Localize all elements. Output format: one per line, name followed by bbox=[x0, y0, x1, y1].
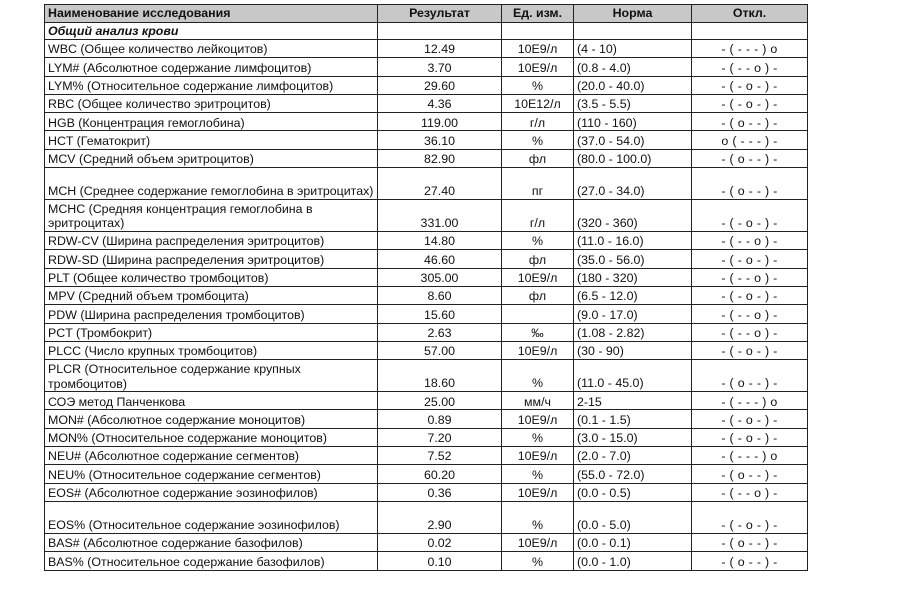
test-unit: % bbox=[502, 76, 574, 94]
test-name: MCV (Средний объем эритроцитов) bbox=[45, 149, 378, 167]
table-row bbox=[45, 268, 808, 286]
test-result: 119.00 bbox=[378, 113, 502, 131]
test-unit: г/л bbox=[502, 113, 574, 131]
test-deviation: - ( - о - ) - bbox=[692, 286, 808, 304]
test-name: RBC (Общее количество эритроцитов) bbox=[45, 94, 378, 112]
test-unit: 10Е9/л bbox=[502, 483, 574, 501]
test-deviation: - ( о - - ) - bbox=[692, 360, 808, 392]
table-row bbox=[45, 76, 808, 94]
test-name: BAS# (Абсолютное содержание базофилов) bbox=[45, 533, 378, 551]
test-deviation: - ( о - - ) - bbox=[692, 113, 808, 131]
table-row bbox=[45, 552, 808, 570]
test-unit: 10Е9/л bbox=[502, 341, 574, 359]
test-result: 0.10 bbox=[378, 552, 502, 570]
test-name: NEU% (Относительное содержание сегментов) bbox=[45, 465, 378, 483]
test-norm: (3.5 - 5.5) bbox=[574, 94, 692, 112]
test-result: 12.49 bbox=[378, 40, 502, 58]
test-norm: (110 - 160) bbox=[574, 113, 692, 131]
test-deviation: - ( - - о ) - bbox=[692, 305, 808, 323]
test-result: 18.60 bbox=[378, 360, 502, 392]
test-name: WBC (Общее количество лейкоцитов) bbox=[45, 40, 378, 58]
test-unit: 10Е9/л bbox=[502, 533, 574, 551]
test-name: RDW-CV (Ширина распределения эритроцитов) bbox=[45, 232, 378, 250]
test-deviation: - ( о - - ) - bbox=[692, 533, 808, 551]
test-unit: 10Е12/л bbox=[502, 94, 574, 112]
table-row bbox=[45, 40, 808, 58]
test-result: 36.10 bbox=[378, 131, 502, 149]
table-row bbox=[45, 533, 808, 551]
test-unit: фл bbox=[502, 149, 574, 167]
test-unit: фл bbox=[502, 286, 574, 304]
test-result: 8.60 bbox=[378, 286, 502, 304]
test-unit: % bbox=[502, 232, 574, 250]
test-name: NEU# (Абсолютное содержание сегментов) bbox=[45, 447, 378, 465]
test-norm: (320 - 360) bbox=[574, 200, 692, 232]
test-norm: (6.5 - 12.0) bbox=[574, 286, 692, 304]
table-row bbox=[45, 483, 808, 501]
test-norm: (55.0 - 72.0) bbox=[574, 465, 692, 483]
test-name: СОЭ метод Панченкова bbox=[45, 392, 378, 410]
header-deviation: Откл. bbox=[692, 5, 808, 23]
test-norm: (2.0 - 7.0) bbox=[574, 447, 692, 465]
test-name: PLCR (Относительное содержание крупных тромбоцитов) bbox=[45, 360, 378, 392]
test-unit: 10Е9/л bbox=[502, 447, 574, 465]
table-row bbox=[45, 232, 808, 250]
test-deviation: - ( - - - ) о bbox=[692, 392, 808, 410]
test-name: MCH (Среднее содержание гемоглобина в эритроцитах) bbox=[45, 168, 378, 200]
test-deviation: - ( - - - ) о bbox=[692, 40, 808, 58]
test-result: 15.60 bbox=[378, 305, 502, 323]
table-row bbox=[45, 286, 808, 304]
test-unit: 10Е9/л bbox=[502, 58, 574, 76]
table-row bbox=[45, 428, 808, 446]
test-deviation: - ( - - о ) - bbox=[692, 323, 808, 341]
test-unit: ‰ bbox=[502, 323, 574, 341]
test-norm: (11.0 - 16.0) bbox=[574, 232, 692, 250]
section-title: Общий анализ крови bbox=[45, 23, 378, 40]
test-name: RDW-SD (Ширина распределения эритроцитов) bbox=[45, 250, 378, 268]
table-row bbox=[45, 94, 808, 112]
test-name: PLCC (Число крупных тромбоцитов) bbox=[45, 341, 378, 359]
test-deviation: - ( о - - ) - bbox=[692, 149, 808, 167]
test-unit: мм/ч bbox=[502, 392, 574, 410]
test-norm: (9.0 - 17.0) bbox=[574, 305, 692, 323]
table-row bbox=[45, 501, 808, 533]
test-unit: 10Е9/л bbox=[502, 268, 574, 286]
test-result: 2.63 bbox=[378, 323, 502, 341]
test-unit: % bbox=[502, 360, 574, 392]
test-deviation: - ( о - - ) - bbox=[692, 552, 808, 570]
test-unit: г/л bbox=[502, 200, 574, 232]
test-result: 0.02 bbox=[378, 533, 502, 551]
test-result: 27.40 bbox=[378, 168, 502, 200]
test-name: PCT (Тромбокрит) bbox=[45, 323, 378, 341]
table-row bbox=[45, 341, 808, 359]
test-result: 46.60 bbox=[378, 250, 502, 268]
test-norm: (0.0 - 0.1) bbox=[574, 533, 692, 551]
test-unit: % bbox=[502, 501, 574, 533]
table-row bbox=[45, 131, 808, 149]
test-unit bbox=[502, 305, 574, 323]
test-result: 7.52 bbox=[378, 447, 502, 465]
test-norm: (1.08 - 2.82) bbox=[574, 323, 692, 341]
test-deviation: - ( - - о ) - bbox=[692, 58, 808, 76]
test-name: EOS% (Относительное содержание эозинофилов) bbox=[45, 501, 378, 533]
test-unit: % bbox=[502, 552, 574, 570]
test-unit: % bbox=[502, 131, 574, 149]
test-norm: (35.0 - 56.0) bbox=[574, 250, 692, 268]
table-row bbox=[45, 360, 808, 392]
table-row bbox=[45, 250, 808, 268]
test-name: LYM% (Относительное содержание лимфоцитов) bbox=[45, 76, 378, 94]
test-name: LYM# (Абсолютное содержание лимфоцитов) bbox=[45, 58, 378, 76]
test-name: HGB (Концентрация гемоглобина) bbox=[45, 113, 378, 131]
test-deviation: - ( - о - ) - bbox=[692, 410, 808, 428]
test-deviation: - ( - - о ) - bbox=[692, 483, 808, 501]
test-unit: 10Е9/л bbox=[502, 40, 574, 58]
table-header-row bbox=[45, 5, 808, 23]
test-unit: % bbox=[502, 465, 574, 483]
test-deviation: - ( - о - ) - bbox=[692, 200, 808, 232]
test-result: 82.90 bbox=[378, 149, 502, 167]
table-row bbox=[45, 447, 808, 465]
table-row bbox=[45, 410, 808, 428]
test-result: 0.36 bbox=[378, 483, 502, 501]
test-result: 29.60 bbox=[378, 76, 502, 94]
table-row bbox=[45, 168, 808, 200]
test-deviation: - ( о - - ) - bbox=[692, 168, 808, 200]
test-deviation: о ( - - - ) - bbox=[692, 131, 808, 149]
test-deviation: - ( - о - ) - bbox=[692, 94, 808, 112]
table-row bbox=[45, 149, 808, 167]
table-row bbox=[45, 200, 808, 232]
test-norm: (0.8 - 4.0) bbox=[574, 58, 692, 76]
test-result: 4.36 bbox=[378, 94, 502, 112]
test-result: 331.00 bbox=[378, 200, 502, 232]
test-norm: (3.0 - 15.0) bbox=[574, 428, 692, 446]
table-row bbox=[45, 58, 808, 76]
test-norm: (30 - 90) bbox=[574, 341, 692, 359]
test-norm: (180 - 320) bbox=[574, 268, 692, 286]
test-result: 305.00 bbox=[378, 268, 502, 286]
test-unit: % bbox=[502, 428, 574, 446]
test-name: HCT (Гематокрит) bbox=[45, 131, 378, 149]
test-norm: (20.0 - 40.0) bbox=[574, 76, 692, 94]
header-norm: Норма bbox=[574, 5, 692, 23]
header-unit: Ед. изм. bbox=[502, 5, 574, 23]
table-row bbox=[45, 323, 808, 341]
test-name: MPV (Средний объем тромбоцита) bbox=[45, 286, 378, 304]
test-deviation: - ( - о - ) - bbox=[692, 341, 808, 359]
test-unit: пг bbox=[502, 168, 574, 200]
test-norm: (11.0 - 45.0) bbox=[574, 360, 692, 392]
test-norm: (0.0 - 5.0) bbox=[574, 501, 692, 533]
test-result: 57.00 bbox=[378, 341, 502, 359]
test-norm: (0.0 - 1.0) bbox=[574, 552, 692, 570]
test-name: PDW (Ширина распределения тромбоцитов) bbox=[45, 305, 378, 323]
test-name: PLT (Общее количество тромбоцитов) bbox=[45, 268, 378, 286]
test-result: 60.20 bbox=[378, 465, 502, 483]
test-deviation: - ( - - - ) о bbox=[692, 447, 808, 465]
blood-test-table bbox=[44, 4, 808, 571]
test-name: EOS# (Абсолютное содержание эозинофилов) bbox=[45, 483, 378, 501]
header-result: Результат bbox=[378, 5, 502, 23]
test-result: 2.90 bbox=[378, 501, 502, 533]
header-name: Наименование исследования bbox=[45, 5, 378, 23]
table-row bbox=[45, 465, 808, 483]
test-norm: (0.1 - 1.5) bbox=[574, 410, 692, 428]
test-norm: (80.0 - 100.0) bbox=[574, 149, 692, 167]
table-row bbox=[45, 113, 808, 131]
test-result: 25.00 bbox=[378, 392, 502, 410]
test-result: 0.89 bbox=[378, 410, 502, 428]
test-norm: 2-15 bbox=[574, 392, 692, 410]
test-deviation: - ( о - - ) - bbox=[692, 465, 808, 483]
test-norm: (0.0 - 0.5) bbox=[574, 483, 692, 501]
test-deviation: - ( - о - ) - bbox=[692, 76, 808, 94]
test-name: BAS% (Относительное содержание базофилов) bbox=[45, 552, 378, 570]
test-norm: (37.0 - 54.0) bbox=[574, 131, 692, 149]
test-result: 14.80 bbox=[378, 232, 502, 250]
test-result: 3.70 bbox=[378, 58, 502, 76]
table-row bbox=[45, 392, 808, 410]
test-deviation: - ( - - о ) - bbox=[692, 268, 808, 286]
section-row bbox=[45, 23, 808, 40]
test-name: MON# (Абсолютное содержание моноцитов) bbox=[45, 410, 378, 428]
test-name: MCHC (Средняя концентрация гемоглобина в эритроцитах) bbox=[45, 200, 378, 232]
test-unit: 10Е9/л bbox=[502, 410, 574, 428]
table-row bbox=[45, 305, 808, 323]
test-deviation: - ( - о - ) - bbox=[692, 250, 808, 268]
test-deviation: - ( - о - ) - bbox=[692, 501, 808, 533]
test-norm: (27.0 - 34.0) bbox=[574, 168, 692, 200]
test-norm: (4 - 10) bbox=[574, 40, 692, 58]
test-unit: фл bbox=[502, 250, 574, 268]
test-deviation: - ( - - о ) - bbox=[692, 232, 808, 250]
test-result: 7.20 bbox=[378, 428, 502, 446]
test-deviation: - ( - о - ) - bbox=[692, 428, 808, 446]
test-name: MON% (Относительное содержание моноцитов) bbox=[45, 428, 378, 446]
